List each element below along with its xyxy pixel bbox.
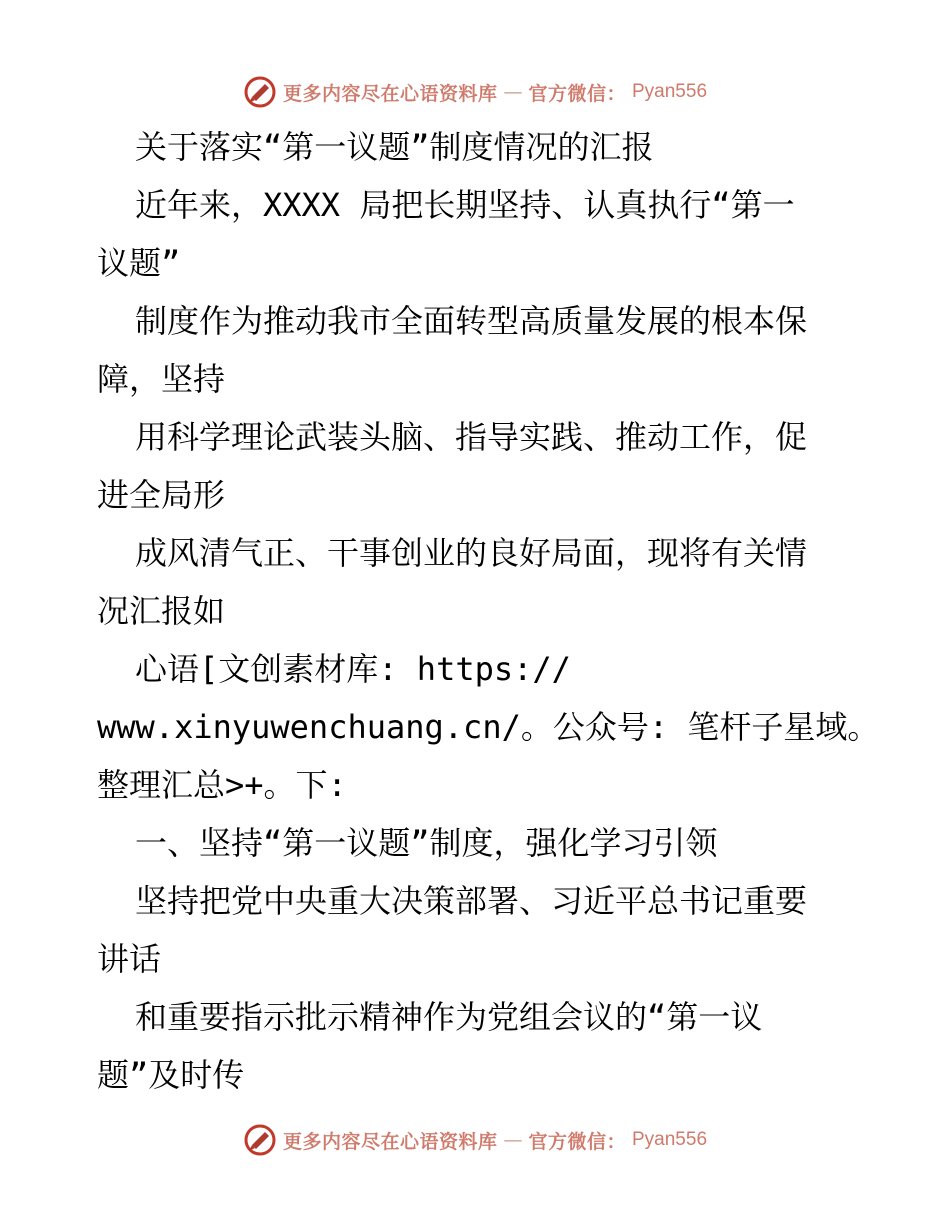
paragraph-line: 和重要指示批示精神作为党组会议的“第一议: [135, 998, 763, 1036]
section-heading: 一、坚持“第一议题”制度，强化学习引领: [135, 824, 718, 862]
watermark-separator: —: [503, 81, 523, 103]
paragraph-line: 近年来，XXXX 局把长期坚持、认真执行“第一: [135, 186, 795, 224]
source-note-line: 心语[文创素材库: https://: [135, 650, 571, 688]
paragraph-line: 讲话: [97, 940, 162, 978]
paragraph-line: 题”及时传: [97, 1056, 245, 1094]
paragraph-line: 障，坚持: [97, 360, 226, 398]
watermark-wechat-id: Pyan556: [632, 1129, 708, 1150]
watermark-wechat-id: Pyan556: [632, 81, 708, 102]
watermark-wechat-label: 官方微信：: [528, 82, 626, 105]
paragraph-line: 坚持把党中央重大决策部署、习近平总书记重要: [135, 882, 808, 920]
source-note-line: www.xinyuwenchuang.cn/。公众号: 笔杆子星域。: [97, 708, 880, 746]
watermark-wechat-label: 官方微信：: [528, 1130, 626, 1153]
paragraph-line: 议题”: [97, 244, 181, 282]
pen-seal-logo-icon: [243, 1123, 277, 1157]
paragraph-line: 况汇报如: [97, 592, 226, 630]
header-watermark: [0, 72, 950, 112]
pen-seal-logo-icon: [243, 75, 277, 109]
watermark-main-text: 更多内容尽在心语资料库: [282, 1130, 498, 1153]
document-body: [97, 118, 880, 1104]
paragraph-line: 进全局形: [97, 476, 226, 514]
watermark-main-text: 更多内容尽在心语资料库: [282, 82, 498, 105]
source-note-line: 整理汇总>+。下:: [97, 766, 347, 804]
paragraph-line: 用科学理论武装头脑、指导实践、推动工作，促: [135, 418, 808, 456]
document-title: 关于落实“第一议题”制度情况的汇报: [135, 128, 654, 166]
watermark-separator: —: [503, 1129, 523, 1151]
paragraph-line: 成风清气正、干事创业的良好局面，现将有关情: [135, 534, 808, 572]
paragraph-line: 制度作为推动我市全面转型高质量发展的根本保: [135, 302, 808, 340]
footer-watermark: [0, 1120, 950, 1160]
